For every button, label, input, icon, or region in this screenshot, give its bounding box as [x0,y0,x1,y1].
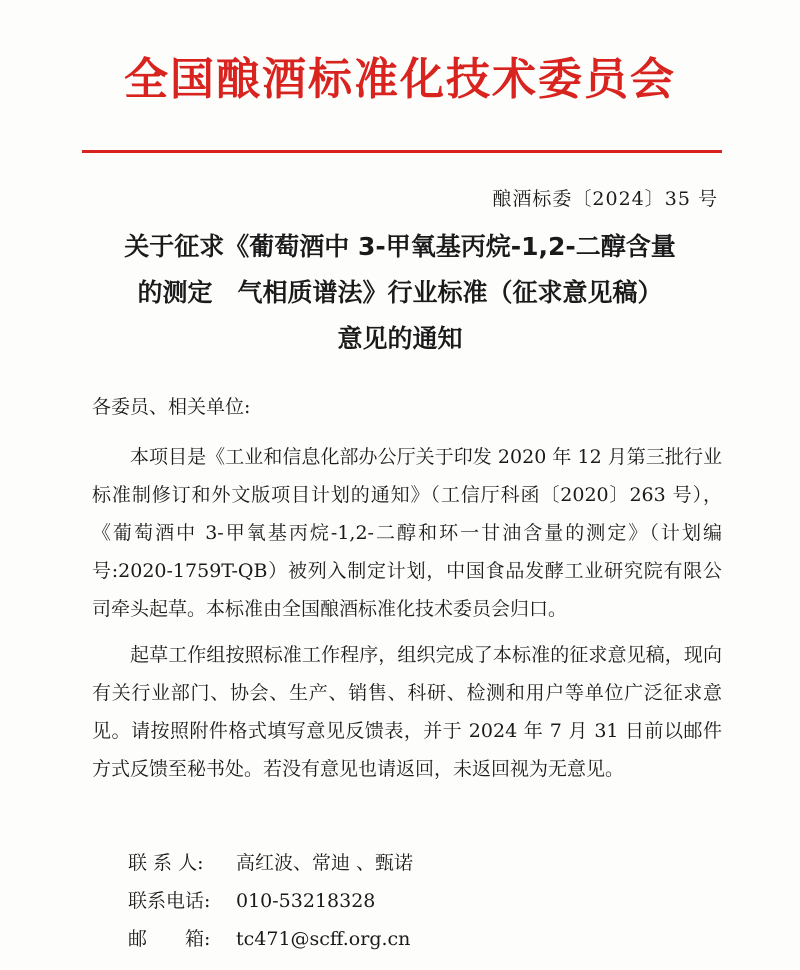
contact-email-value[interactable]: tc471@scff.org.cn [236,928,411,950]
contact-person-row [128,852,413,875]
body-paragraph-2: 起草工作组按照标准工作程序，组织完成了本标准的征求意见稿，现向有关行业部门、协会、生产、销售、科研、检测和用户等单位广泛征求意见。请按照附件格式填写意见反馈表，并于 2024 年 7 月 31 日前以邮件方式反馈至秘书处。若没有意见也请返回，未返回视为无意见。 [92,644,722,780]
contact-person-value: 高红波、常迪 、甄诺 [236,852,414,874]
title-line-1: 关于征求《葡萄酒中 3-甲氧基丙烷-1,2-二醇含量 [124,232,676,261]
contact-person-label: 联 系 人: [128,852,204,874]
title-line-2: 的测定 气相质谱法》行业标准（征求意见稿） [137,278,663,307]
body-paragraph-1: 本项目是《工业和信息化部办公厅关于印发 2020 年 12 月第三批行业标准制修订和外文版项目计划的通知》（工信厅科函〔2020〕263 号），《葡萄酒中 3-甲氧基丙烷-1,2-二醇和环一甘油含量的测定》（计划编号:2020-1759T-QB）被列入制定计划，中国食品发酵工业研究院有限公司牵头起草。本标准由全国酿酒标准化技术委员会归口。 [92,446,722,620]
title-line-3: 意见的通知 [337,324,463,353]
contact-phone-label: 联系电话: [128,890,211,912]
notice-title [86,224,714,362]
organization-header: 全国酿酒标准化技术委员会 [124,54,676,105]
contact-phone-value: 010-53218328 [236,890,376,912]
salutation: 各委员、相关单位: [92,396,251,418]
contact-email-row [128,928,410,951]
red-divider-line [82,150,722,153]
contact-email-label: 邮 箱: [128,928,211,950]
contact-phone-row [128,890,375,913]
document-number: 酿酒标委〔2024〕35 号 [492,188,718,210]
